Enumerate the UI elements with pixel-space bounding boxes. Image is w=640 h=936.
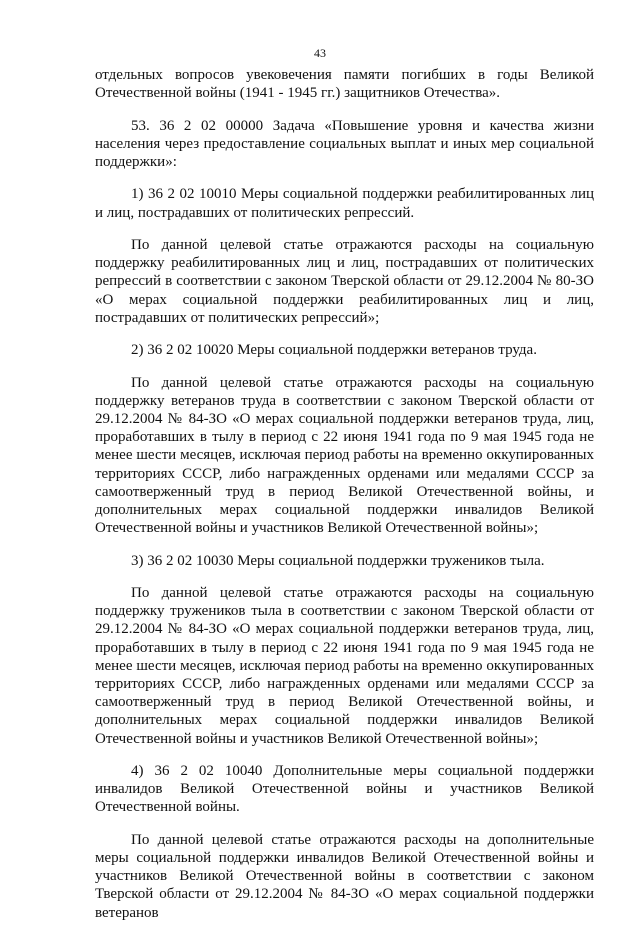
- paragraph-item-2-description: По данной целевой статье отражаются расходы на социальную поддержку ветеранов труда в соответствии с законом Тверской области от 29.12.2004 № 84-ЗО «О мерах социальной поддержки ветеранов труда, лиц, проработавших в тылу в период с 22 июня 1941 года по 9 мая 1945 года не менее шести месяцев, исключая период работы на временно оккупированных территориях СССР, либо награжденных орденами или медалями СССР за самоотверженный труд в период Великой Отечественной войны, и дополнительных мерах социальной поддержки инвалидов Великой Отечественной войны и участников Великой Отечественной войны»;: [95, 374, 594, 537]
- paragraph-item-4-description: По данной целевой статье отражаются расходы на дополнительные меры социальной поддержки инвалидов Великой Отечественной войны и участников Великой Отечественной войны в соответствии с законом Тверской области от 29.12.2004 № 84-ЗО «О мерах социальной поддержки ветеранов: [95, 831, 594, 921]
- paragraph-continuation: отдельных вопросов увековечения памяти погибших в годы Великой Отечественной войны (1941 - 1945 гг.) защитников Отечества».: [95, 67, 594, 102]
- page-number: 43: [314, 46, 326, 60]
- paragraph-item-1-description: По данной целевой статье отражаются расходы на социальную поддержку реабилитированных лиц и лиц, пострадавших от политических репрессий в соответствии с законом Тверской области от 29.12.2004 № 80-ЗО «О мерах социальной поддержки реабилитированных лиц и лиц, пострадавших от политических репрессий»;: [95, 236, 594, 326]
- paragraph-item-3-description: По данной целевой статье отражаются расходы на социальную поддержку тружеников тыла в соответствии с законом Тверской области от 29.12.2004 № 84-ЗО «О мерах социальной поддержки ветеранов труда, лиц, проработавших в тылу в период с 22 июня 1941 года по 9 мая 1945 года не менее шести месяцев, исключая период работы на временно оккупированных территориях СССР, либо награжденных орденами или медалями СССР за самоотверженный труд в период Великой Отечественной войны, и дополнительных мерах социальной поддержки инвалидов Великой Отечественной войны и участников Великой Отечественной войны»;: [95, 584, 594, 747]
- document-body: [95, 66, 594, 936]
- paragraph-item-2-heading: 2) 36 2 02 10020 Меры социальной поддержки ветеранов труда.: [131, 342, 537, 359]
- paragraph-item-4-heading: 4) 36 2 02 10040 Дополнительные меры социальной поддержки инвалидов Великой Отечественной войны и участников Великой Отечественной войны.: [95, 763, 594, 816]
- paragraph-item-1-heading: 1) 36 2 02 10010 Меры социальной поддержки реабилитированных лиц и лиц, пострадавших от политических репрессий.: [95, 186, 594, 221]
- paragraph-item-3-heading: 3) 36 2 02 10030 Меры социальной поддержки тружеников тыла.: [131, 552, 545, 569]
- paragraph-task-53: 53. 36 2 02 00000 Задача «Повышение уровня и качества жизни населения через предоставление социальных выплат и иных мер социальной поддержки»:: [95, 117, 594, 170]
